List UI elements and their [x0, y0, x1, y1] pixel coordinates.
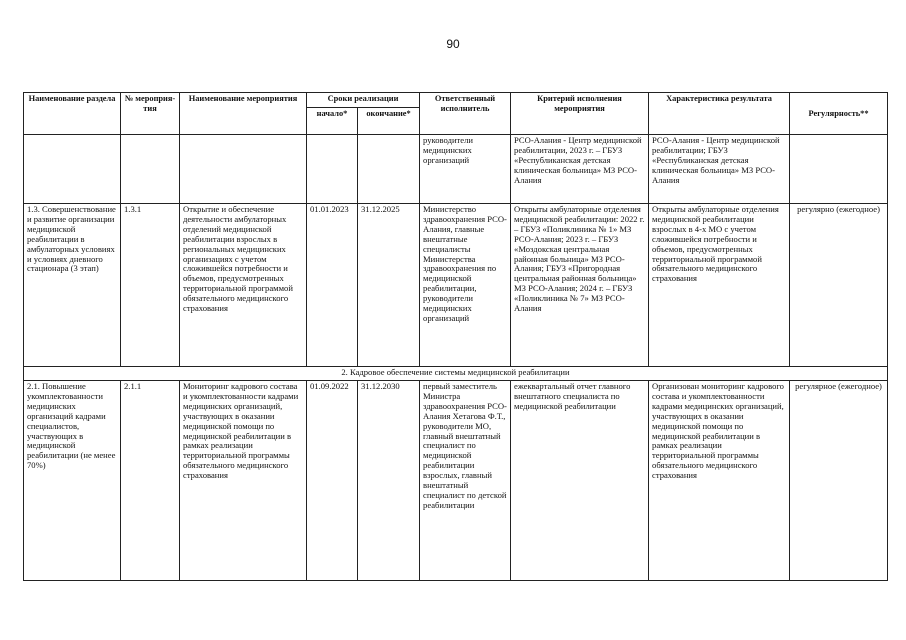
table-row — [24, 135, 888, 204]
cell-end: 31.12.2030 — [358, 381, 420, 581]
cell-section: 2.1. Повышение укомплектованности медицинских организаций кадрами специалистов, участвующих в медицинской реабилитации (не менее 70%) — [24, 381, 121, 581]
cell-responsible: руководители медицинских организаций — [420, 135, 511, 204]
cell-end — [358, 135, 420, 204]
header-responsible: Ответственный исполнитель — [420, 93, 511, 135]
header-section-name: Наименование раздела — [24, 93, 121, 135]
cell-section: 1.3. Совершенствование и развитие организации медицинской реабилитации в амбулаторных условиях и условиях дневного стационара (3 этап) — [24, 204, 121, 367]
cell-criterion: ежеквартальный отчет главного внештатного специалиста по медицинской реабилитации — [511, 381, 649, 581]
cell-criterion: Открыты амбулаторные отделения медицинской реабилитации: 2022 г. – ГБУЗ «Поликлиника № 1» МЗ РСО-Алания; 2023 г. – ГБУЗ «Моздокская центральная районная больница» МЗ РСО-Алания; ГБУЗ «Пригородная центральная районная больница» МЗ РСО-Алания; 2024 г. – ГБУЗ «Поликлиника № 7» МЗ РСО-Алания — [511, 204, 649, 367]
cell-section — [24, 135, 121, 204]
cell-result: Организован мониторинг кадрового состава и укомплектованности кадрами медицинских организаций, участвующих в оказании медицинской помощи по медицинской реабилитации в рамках реализации территориальной программы обязательного медицинского страхования — [649, 381, 790, 581]
header-criterion: Критерий исполнения мероприятия — [511, 93, 649, 135]
cell-start: 01.01.2023 — [307, 204, 358, 367]
cell-name: Открытие и обеспечение деятельности амбулаторных отделений медицинской реабилитации взрослых в региональных медицинских организациях с учетом сложившейся потребности и объемов, предусмотренных территориальной программой обязательного медицинского страхования — [180, 204, 307, 367]
cell-regularity: регулярно (ежегодное) — [790, 204, 888, 367]
cell-no: 1.3.1 — [121, 204, 180, 367]
cell-start — [307, 135, 358, 204]
table-row — [24, 381, 888, 581]
cell-result: Открыты амбулаторные отделения медицинской реабилитации взрослых в 4-х МО с учетом сложившейся потребности и объемов, предусмотренных территориальной программой обязательного медицинского страхования — [649, 204, 790, 367]
table-row — [24, 204, 888, 367]
cell-result: РСО-Алания - Центр медицинской реабилитации; ГБУЗ «Республиканская детская клиническая больница» МЗ РСО-Алания — [649, 135, 790, 204]
cell-no: 2.1.1 — [121, 381, 180, 581]
header-start: начало* — [307, 108, 358, 135]
section-title: 2. Кадровое обеспечение системы медицинской реабилитации — [24, 367, 888, 381]
cell-end: 31.12.2025 — [358, 204, 420, 367]
page-number: 90 — [446, 37, 460, 51]
header-terms: Сроки реализации — [307, 93, 420, 108]
cell-responsible: Министерство здравоохранения РСО-Алания, главные внештатные специалисты Министерства здравоохранения по медицинской реабилитации, руководители медицинских организаций — [420, 204, 511, 367]
header-event-no: № мероприя-тия — [121, 93, 180, 135]
cell-start: 01.09.2022 — [307, 381, 358, 581]
cell-responsible: первый заместитель Министра здравоохранения РСО-Алания Хетагова Ф.Т., руководители МО, главный внештатный специалист по медицинской реабилитации взрослых, главный внештатный специалист по детской реабилитации — [420, 381, 511, 581]
cell-criterion: РСО-Алания - Центр медицинской реабилитации, 2023 г. – ГБУЗ «Республиканская детская клиническая больница» МЗ РСО-Алания — [511, 135, 649, 204]
header-result: Характеристика результата — [649, 93, 790, 135]
cell-name: Мониторинг кадрового состава и укомплектованности кадрами медицинских организаций, участвующих в оказании медицинской помощи по медицинской реабилитации в рамках реализации территориальной программы обязательного медицинского страхования — [180, 381, 307, 581]
cell-no — [121, 135, 180, 204]
cell-regularity: регулярное (ежегодное) — [790, 381, 888, 581]
header-end: окончание* — [358, 108, 420, 135]
cell-name — [180, 135, 307, 204]
header-regularity: Регулярность** — [790, 93, 888, 135]
header-event-name: Наименование мероприятия — [180, 93, 307, 135]
cell-regularity — [790, 135, 888, 204]
section-row — [24, 367, 888, 381]
plan-table — [23, 92, 888, 581]
